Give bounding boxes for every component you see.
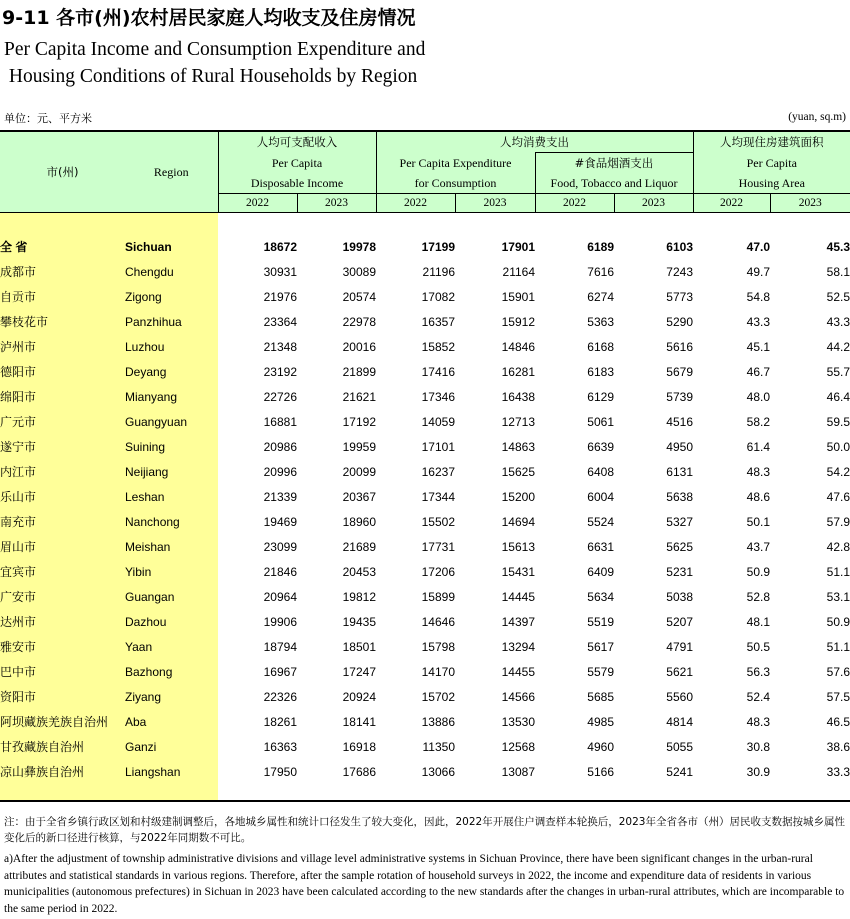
cell-value: 17101: [421, 439, 455, 454]
cell-value: 11350: [422, 739, 455, 754]
cell-value: 14445: [501, 589, 535, 604]
cell-value: 61.4: [746, 439, 770, 454]
cell-value: 23192: [263, 364, 297, 379]
table-row: [0, 284, 850, 309]
table-row: [0, 559, 850, 584]
header-consumption-cn: 人均消费支出: [376, 131, 693, 153]
cell-value: 57.6: [826, 664, 850, 679]
cell-value: 16357: [421, 314, 455, 329]
cell-value: 17199: [421, 239, 455, 254]
row-name-cn: 自贡市: [0, 284, 125, 309]
row-name-cn: 泸州市: [0, 334, 125, 359]
cell-value: 6408: [587, 464, 614, 479]
cell-value: 30.9: [746, 764, 770, 779]
cell-value: 6183: [587, 364, 614, 379]
table-row: [0, 734, 850, 759]
cell-value: 30089: [342, 264, 376, 279]
cell-value: 17416: [421, 364, 455, 379]
cell-value: 19469: [263, 514, 297, 529]
cell-value: 5061: [587, 414, 614, 429]
cell-value: 16363: [263, 739, 297, 754]
cell-value: 46.5: [826, 714, 850, 729]
cell-value: 43.3: [826, 314, 850, 329]
cell-value: 5616: [666, 339, 693, 354]
data-table: [0, 130, 850, 802]
cell-value: 5363: [587, 314, 614, 329]
header-city-cn: 市(州): [0, 131, 125, 213]
row-name-cn: 成都市: [0, 259, 125, 284]
cell-value: 21196: [422, 264, 455, 279]
cell-value: 15798: [421, 639, 455, 654]
cell-value: 14170: [421, 664, 455, 679]
row-name-en: Panzhihua: [125, 309, 218, 334]
row-name-en: Mianyang: [125, 384, 218, 409]
cell-value: 6409: [587, 564, 614, 579]
row-name-cn: 资阳市: [0, 684, 125, 709]
cell-value: 20367: [342, 489, 376, 504]
cell-value: 5231: [666, 564, 693, 579]
cell-value: 15901: [501, 289, 535, 304]
cell-value: 22326: [263, 689, 297, 704]
cell-value: 51.1: [826, 639, 850, 654]
cell-value: 52.4: [746, 689, 770, 704]
cell-value: 57.5: [826, 689, 850, 704]
row-name-en: Deyang: [125, 359, 218, 384]
cell-value: 43.3: [746, 314, 770, 329]
cell-value: 5519: [587, 614, 614, 629]
cell-value: 15613: [501, 539, 535, 554]
cell-value: 51.1: [826, 564, 850, 579]
cell-value: 5524: [587, 514, 614, 529]
cell-value: 30.8: [746, 739, 770, 754]
table-row: [0, 584, 850, 609]
table-row: [0, 484, 850, 509]
row-name-cn: 遂宁市: [0, 434, 125, 459]
cell-value: 47.0: [746, 239, 770, 254]
cell-value: 17901: [501, 239, 535, 254]
cell-value: 17082: [421, 289, 455, 304]
cell-value: 58.1: [826, 264, 850, 279]
cell-value: 19959: [342, 439, 376, 454]
cell-value: 5038: [666, 589, 693, 604]
footnote-cn: 注：由于全省乡镇行政区划和村级建制调整后，各地城乡属性和统计口径发生了较大变化，因此，2022年开展住户调查样本轮换后，2023年全省各市（州）居民收支数据按城乡属性变化后的新口径进行核算，与2022年同期数不可比。: [4, 816, 845, 844]
row-name-en: Aba: [125, 709, 218, 734]
table-row: [0, 659, 850, 684]
cell-value: 6274: [587, 289, 614, 304]
cell-value: 55.7: [826, 364, 850, 379]
cell-value: 4950: [666, 439, 693, 454]
row-name-en: Suining: [125, 434, 218, 459]
cell-value: 16237: [421, 464, 455, 479]
cell-value: 48.3: [746, 714, 770, 729]
row-name-cn: 南充市: [0, 509, 125, 534]
cell-value: 50.5: [746, 639, 770, 654]
row-name-en: Dazhou: [125, 609, 218, 634]
cell-value: 50.9: [746, 564, 770, 579]
cell-value: 17344: [421, 489, 455, 504]
cell-value: 5617: [587, 639, 614, 654]
cell-value: 5055: [666, 739, 693, 754]
table-row: [0, 609, 850, 634]
row-name-cn: 阿坝藏族羌族自治州: [0, 709, 125, 734]
cell-value: 50.9: [826, 614, 850, 629]
row-name-en: Yibin: [125, 559, 218, 584]
year-header: 2022: [693, 194, 770, 213]
cell-value: 19812: [342, 589, 376, 604]
row-name-cn: 乐山市: [0, 484, 125, 509]
year-header: 2022: [376, 194, 455, 213]
cell-value: 15502: [421, 514, 455, 529]
cell-value: 14059: [421, 414, 455, 429]
row-name-cn: 甘孜藏族自治州: [0, 734, 125, 759]
cell-value: 15912: [501, 314, 535, 329]
cell-value: 17686: [342, 764, 376, 779]
cell-value: 6631: [587, 539, 614, 554]
cell-value: 33.3: [826, 764, 850, 779]
row-name-en: Leshan: [125, 484, 218, 509]
table-row: [0, 709, 850, 734]
cell-value: 5634: [587, 589, 614, 604]
cell-value: 18501: [342, 639, 376, 654]
cell-value: 50.0: [826, 439, 850, 454]
row-name-cn: 达州市: [0, 609, 125, 634]
cell-value: 17192: [342, 414, 376, 429]
row-name-en: Meishan: [125, 534, 218, 559]
cell-value: 14863: [501, 439, 535, 454]
cell-value: 17247: [342, 664, 376, 679]
row-name-en: Sichuan: [125, 234, 218, 259]
cell-value: 6168: [587, 339, 614, 354]
cell-value: 45.3: [826, 239, 850, 254]
header-housing-cn: 人均现住房建筑面积: [693, 131, 850, 153]
cell-value: 46.4: [826, 389, 850, 404]
cell-value: 19435: [342, 614, 376, 629]
cell-value: 5241: [666, 764, 693, 779]
table-row: [0, 459, 850, 484]
cell-value: 18794: [263, 639, 297, 654]
header-income-en: Per Capita Disposable Income: [218, 153, 376, 194]
cell-value: 5560: [666, 689, 693, 704]
cell-value: 4960: [587, 739, 614, 754]
table-row: [0, 634, 850, 659]
row-name-cn: 全 省: [0, 234, 125, 259]
cell-value: 57.9: [826, 514, 850, 529]
cell-value: 16881: [263, 414, 297, 429]
table-row: [0, 534, 850, 559]
table-row: [0, 309, 850, 334]
cell-value: 17346: [421, 389, 455, 404]
table-row: [0, 684, 850, 709]
row-name-en: Chengdu: [125, 259, 218, 284]
cell-value: 5679: [666, 364, 693, 379]
cell-value: 12568: [501, 739, 535, 754]
cell-value: 47.6: [826, 489, 850, 504]
cell-value: 14455: [501, 664, 535, 679]
cell-value: 13886: [421, 714, 455, 729]
cell-value: 21339: [263, 489, 297, 504]
cell-value: 44.2: [826, 339, 850, 354]
cell-value: 14846: [501, 339, 535, 354]
cell-value: 6131: [666, 464, 693, 479]
cell-value: 48.3: [746, 464, 770, 479]
row-name-cn: 宜宾市: [0, 559, 125, 584]
cell-value: 15625: [501, 464, 535, 479]
cell-value: 16918: [342, 739, 376, 754]
cell-value: 20964: [263, 589, 297, 604]
cell-value: 5685: [587, 689, 614, 704]
header-income-cn: 人均可支配收入: [218, 131, 376, 153]
cell-value: 13087: [501, 764, 535, 779]
cell-value: 5773: [666, 289, 693, 304]
table-row: [0, 759, 850, 784]
cell-value: 6103: [666, 239, 693, 254]
cell-value: 16967: [263, 664, 297, 679]
cell-value: 23364: [263, 314, 297, 329]
row-name-en: Neijiang: [125, 459, 218, 484]
year-header: 2023: [455, 194, 535, 213]
cell-value: 54.2: [826, 464, 850, 479]
cell-value: 4791: [666, 639, 693, 654]
cell-value: 19906: [263, 614, 297, 629]
cell-value: 52.5: [826, 289, 850, 304]
cell-value: 21164: [502, 264, 535, 279]
row-name-en: Guangyuan: [125, 409, 218, 434]
row-name-cn: 德阳市: [0, 359, 125, 384]
cell-value: 30931: [263, 264, 297, 279]
cell-value: 7243: [666, 264, 693, 279]
cell-value: 5290: [666, 314, 693, 329]
header-food-en: Food, Tobacco and Liquor: [535, 173, 693, 194]
cell-value: 5625: [666, 539, 693, 554]
table-row: [0, 234, 850, 259]
cell-value: 14397: [501, 614, 535, 629]
footnote-en: a)After the adjustment of township administrative divisions and village level administrative systems in Sichuan Province, there have been significant changes in the urban-rural attributes and statistical standards in various regions. Therefore, after the sample rotation of household surveys in 2022, the income and expenditure data of residents in various municipalities (autonomous prefectures) in Sichuan in 2023 have been calculated according to the new standards after the changes in urban-rural attributes, which are incomparable to the same period in 2022.: [4, 853, 845, 915]
cell-value: 21348: [263, 339, 297, 354]
row-name-en: Yaan: [125, 634, 218, 659]
row-name-en: Ziyang: [125, 684, 218, 709]
cell-value: 20016: [342, 339, 376, 354]
unit-label-en: (yuan, sq.m): [788, 111, 846, 123]
row-name-cn: 内江市: [0, 459, 125, 484]
cell-value: 13294: [501, 639, 535, 654]
cell-value: 14646: [421, 614, 455, 629]
table-row: [0, 359, 850, 384]
row-name-en: Guangan: [125, 584, 218, 609]
cell-value: 21689: [342, 539, 376, 554]
cell-value: 48.6: [746, 489, 770, 504]
cell-value: 15852: [421, 339, 455, 354]
cell-value: 20986: [263, 439, 297, 454]
cell-value: 21846: [263, 564, 297, 579]
cell-value: 6004: [587, 489, 614, 504]
cell-value: 43.7: [746, 539, 770, 554]
cell-value: 18960: [342, 514, 376, 529]
cell-value: 16281: [501, 364, 535, 379]
cell-value: 7616: [587, 264, 614, 279]
year-header: 2022: [535, 194, 614, 213]
table-title-cn: 9-11 各市(州)农村居民家庭人均收支及住房情况: [2, 7, 416, 29]
row-name-en: Nanchong: [125, 509, 218, 534]
cell-value: 45.1: [746, 339, 770, 354]
cell-value: 53.1: [826, 589, 850, 604]
cell-value: 52.8: [746, 589, 770, 604]
header-region-en: Region: [125, 131, 218, 213]
year-header: 2022: [218, 194, 297, 213]
cell-value: 15200: [501, 489, 535, 504]
cell-value: 54.8: [746, 289, 770, 304]
cell-value: 17950: [263, 764, 297, 779]
cell-value: 38.6: [826, 739, 850, 754]
year-header: 2023: [297, 194, 376, 213]
row-name-en: Zigong: [125, 284, 218, 309]
year-header: 2023: [770, 194, 850, 213]
cell-value: 18141: [342, 714, 376, 729]
cell-value: 15431: [501, 564, 535, 579]
row-name-en: Luzhou: [125, 334, 218, 359]
cell-value: 21899: [342, 364, 376, 379]
cell-value: 18261: [263, 714, 297, 729]
year-header: 2023: [614, 194, 693, 213]
row-name-cn: 雅安市: [0, 634, 125, 659]
row-name-cn: 广安市: [0, 584, 125, 609]
cell-value: 42.8: [826, 539, 850, 554]
cell-value: 12713: [501, 414, 535, 429]
cell-value: 17731: [421, 539, 455, 554]
cell-value: 48.1: [746, 614, 770, 629]
cell-value: 6639: [587, 439, 614, 454]
cell-value: 5327: [666, 514, 693, 529]
table-row: [0, 434, 850, 459]
cell-value: 13066: [421, 764, 455, 779]
cell-value: 5166: [587, 764, 614, 779]
table-row: [0, 509, 850, 534]
cell-value: 17206: [421, 564, 455, 579]
cell-value: 4516: [666, 414, 693, 429]
cell-value: 16438: [501, 389, 535, 404]
cell-value: 20453: [342, 564, 376, 579]
cell-value: 5579: [587, 664, 614, 679]
cell-value: 18672: [263, 239, 297, 254]
row-name-cn: 攀枝花市: [0, 309, 125, 334]
cell-value: 21621: [342, 389, 376, 404]
cell-value: 6189: [587, 239, 614, 254]
cell-value: 5739: [666, 389, 693, 404]
cell-value: 5207: [666, 614, 693, 629]
cell-value: 22726: [263, 389, 297, 404]
cell-value: 15702: [421, 689, 455, 704]
cell-value: 50.1: [746, 514, 770, 529]
cell-value: 56.3: [746, 664, 770, 679]
cell-value: 20574: [342, 289, 376, 304]
row-name-cn: 广元市: [0, 409, 125, 434]
cell-value: 4814: [666, 714, 693, 729]
row-name-cn: 眉山市: [0, 534, 125, 559]
cell-value: 20099: [342, 464, 376, 479]
header-consumption-en: Per Capita Expenditure for Consumption: [376, 153, 535, 194]
header-housing-en: Per Capita Housing Area: [693, 153, 850, 194]
cell-value: 14566: [501, 689, 535, 704]
cell-value: 59.5: [826, 414, 850, 429]
cell-value: 20996: [263, 464, 297, 479]
table-row: [0, 259, 850, 284]
header-food-cn: #食品烟酒支出: [535, 153, 693, 174]
cell-value: 49.7: [746, 264, 770, 279]
cell-value: 6129: [587, 389, 614, 404]
row-name-cn: 凉山彝族自治州: [0, 759, 125, 784]
row-name-cn: 巴中市: [0, 659, 125, 684]
cell-value: 14694: [501, 514, 535, 529]
row-name-cn: 绵阳市: [0, 384, 125, 409]
cell-value: 19978: [342, 239, 376, 254]
cell-value: 5638: [666, 489, 693, 504]
table-row: [0, 334, 850, 359]
cell-value: 5621: [666, 664, 693, 679]
cell-value: 13530: [501, 714, 535, 729]
table-title-en: Per Capita Income and Consumption Expenditure and Housing Conditions of Rural Households by Region: [4, 39, 426, 87]
cell-value: 21976: [263, 289, 297, 304]
cell-value: 46.7: [746, 364, 770, 379]
row-name-en: Liangshan: [125, 759, 218, 784]
cell-value: 22978: [342, 314, 376, 329]
cell-value: 23099: [263, 539, 297, 554]
row-name-en: Ganzi: [125, 734, 218, 759]
cell-value: 48.0: [746, 389, 770, 404]
cell-value: 58.2: [746, 414, 770, 429]
cell-value: 15899: [421, 589, 455, 604]
table-row: [0, 384, 850, 409]
cell-value: 20924: [342, 689, 376, 704]
cell-value: 4985: [587, 714, 614, 729]
table-row: [0, 409, 850, 434]
unit-label-cn: 单位：元、平方米: [4, 112, 92, 125]
row-name-en: Bazhong: [125, 659, 218, 684]
